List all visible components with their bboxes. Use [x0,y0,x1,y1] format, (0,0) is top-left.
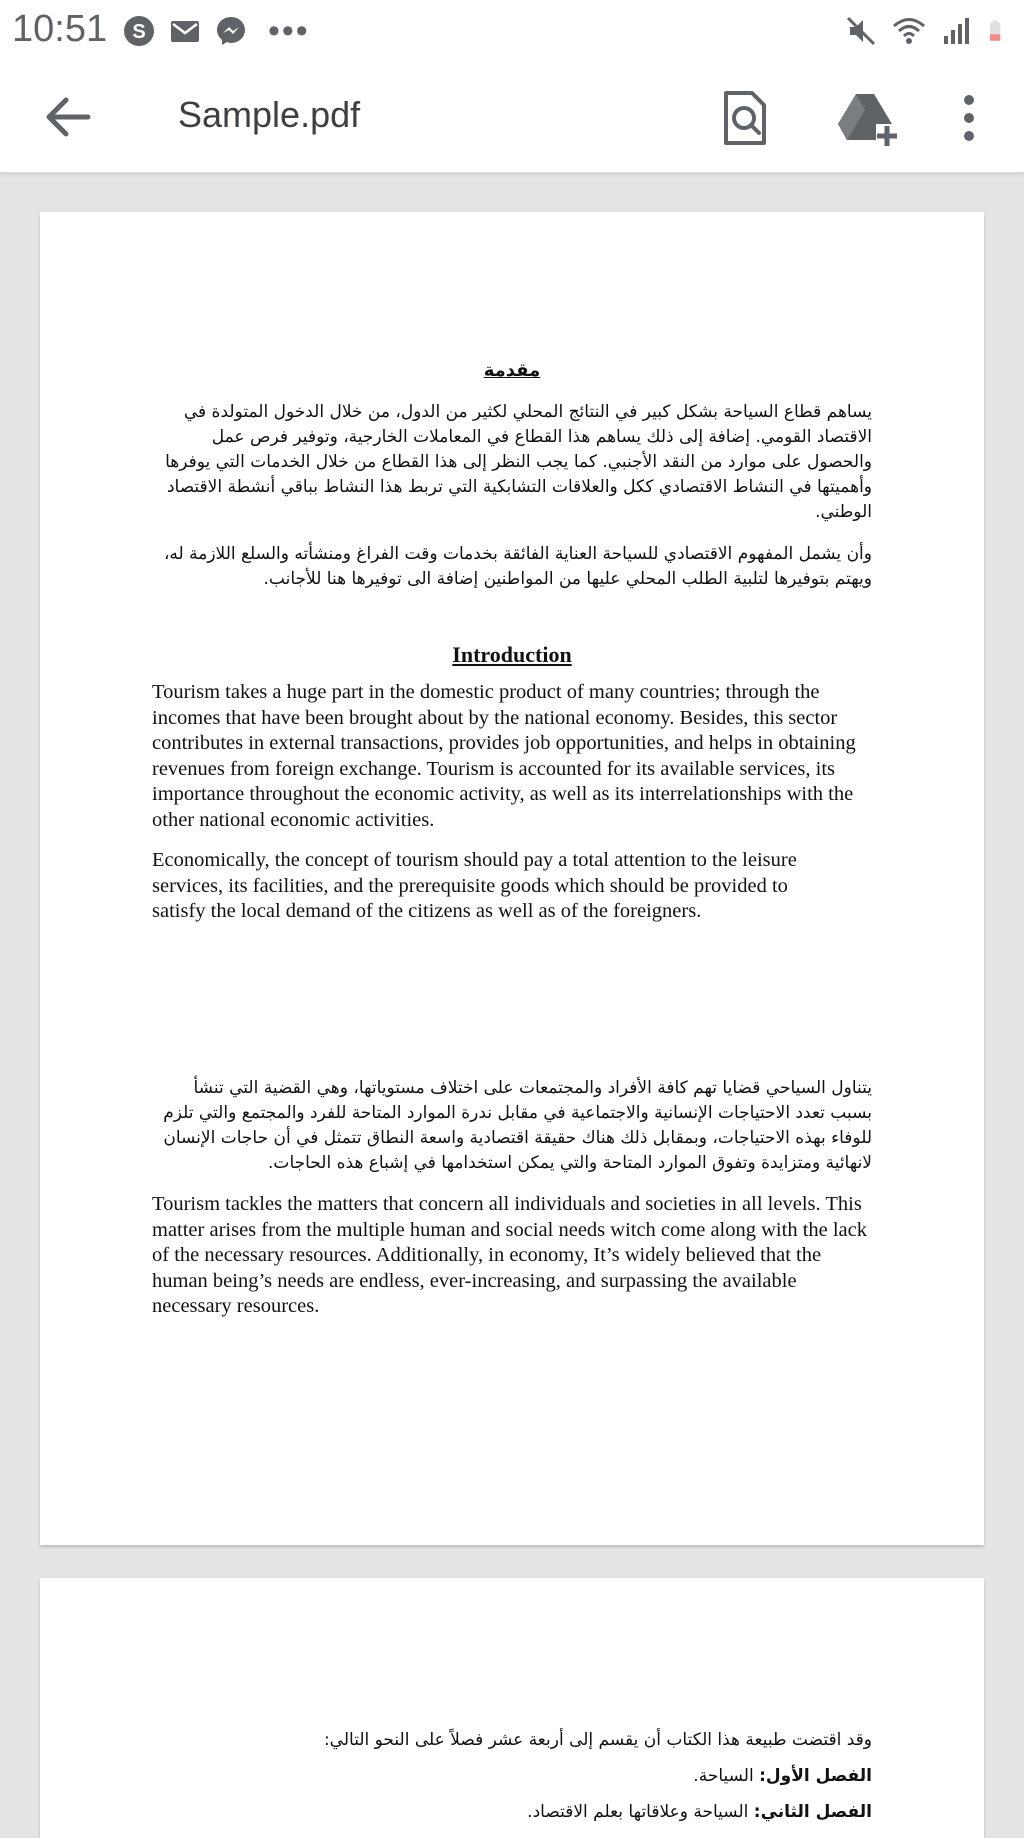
battery-icon [988,14,1010,48]
arabic-chapters-intro: وقد اقتضت طبيعة هذا الكتاب أن يقسم إلى أربعة عشر فصلاً على النحو التالي: [323,1730,872,1750]
back-arrow-icon[interactable] [40,92,96,142]
pdf-page-2 [40,1578,984,1838]
app-bar [0,60,1024,173]
skype-icon [122,14,156,48]
more-notifications-icon: ••• [268,12,310,50]
signal-icon [940,14,974,48]
chapter-1-label: الفصل الأول: [759,1766,872,1786]
english-heading: Introduction [452,642,572,667]
system-icons [844,14,1010,48]
status-bar [0,0,1024,60]
chapter-1-line [160,1764,872,1789]
notification-icons [122,14,310,48]
mute-icon [844,14,878,48]
arabic-paragraph-1: يساهم قطاع السياحة بشكل كبير في النتائج المحلي لكثير من الدول، من خلال الدخول المتولدة في الاقتصاد القومي. إضافة إلى ذلك يساهم هذا القطاع في المعاملات الخارجية، وتوفير فرص عمل والحصول على موارد من النقد الأجنبي. كما يجب النظر إلى هذا القطاع من خلال الخدمات التي يوفرها وأهميتها في النشاط الاقتصادي ككل والعلاقات التشابكية التي تربط هذا النشاط بباقي أنشطة الاقتصاد الوطني. [165,402,872,522]
pdf-page-1 [40,212,984,1545]
search-in-document-icon[interactable] [714,88,774,148]
chapter-2-label: الفصل الثاني: [753,1802,872,1822]
chapter-2-line [160,1800,872,1825]
more-options-icon[interactable] [959,88,979,148]
status-time: 10:51 [12,8,108,50]
arabic-heading: مقدمة [483,360,541,381]
english-paragraph-2: Economically, the concept of tourism should pay a total attention to the leisure services, its facilities, and the prerequisite goods which should be provided to satisfy the local demand of the citizens as well as of the foreigners. [152,849,797,922]
chapter-2-text: السياحة وعلاقاتها بعلم الاقتصاد. [527,1802,749,1822]
messenger-icon [214,14,248,48]
add-to-drive-icon[interactable] [834,88,898,148]
english-paragraph-1: Tourism takes a huge part in the domestic product of many countries; through the incomes that have been brought about by the national economy. Besides, this sector contributes in external transactions, provides job opportunities, and helps in obtaining revenues from foreign exchange. Tourism is accounted for its available services, its importance throughout the economic activity, as well as its interrelationships with the other national economic activities. [152,681,856,831]
english-paragraph-3: Tourism tackles the matters that concern all individuals and societies in all levels. This matter arises from the multiple human and social needs witch come along with the lack of the necessary resources. Additionally, in economy, It’s widely believed that the human being’s needs are endless, ever-increasing, and surpassing the available necessary resources. [152,1193,868,1317]
arabic-paragraph-3: يتناول السياحي قضايا تهم كافة الأفراد والمجتمعات على اختلاف مستوياتها، وهي القضية التي تنشأ بسبب تعدد الاحتياجات الإنسانية والاجتماعية في مقابل ندرة الموارد المتاحة للفرد والمجتمع والتي تلزم للوفاء بهذه الاحتياجات، وبمقابل ذلك هناك حقيقة اقتصادية واسعة النطاق تتمثل في أن حاجات الإنسان لانهائية ومتزايدة وتفوق الموارد المتاحة والتي يمكن استخدامها في إشباع هذه الحاجات. [163,1078,872,1173]
wifi-icon [892,14,926,48]
document-title: Sample.pdf [178,94,361,135]
arabic-paragraph-2: وأن يشمل المفهوم الاقتصادي للسياحة العناية الفائقة بخدمات وقت الفراغ ومنشأته والسلع اللازمة له، ويهتم بتوفيرها لتلبية الطلب المحلي عليها من المواطنين إضافة الى توفيرها هنا للأجانب. [163,544,872,589]
email-icon [168,14,202,48]
chapter-1-text: السياحة. [693,1766,754,1786]
svg-text:S: S [132,21,146,43]
